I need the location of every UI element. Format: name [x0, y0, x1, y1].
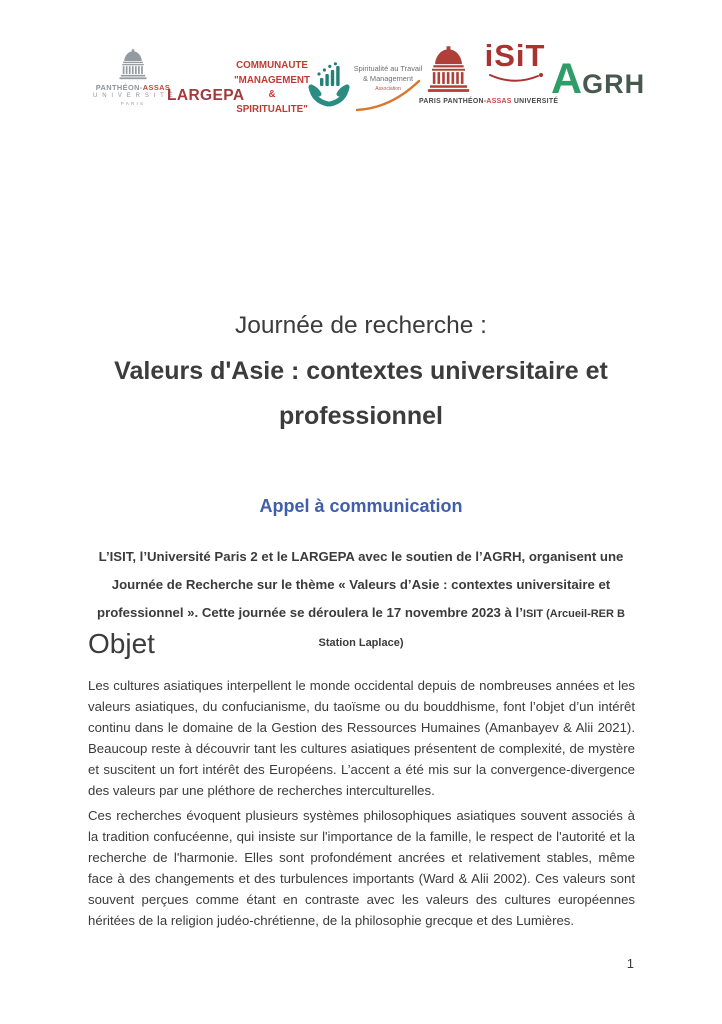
pantheon-caption-red: ASSAS	[486, 98, 512, 105]
document-title-line2: Valeurs d'Asie : contextes universitaire et	[114, 357, 608, 385]
agrh-logo	[551, 55, 646, 103]
communaute-line3: SPIRITUALITE"	[236, 103, 308, 115]
assas-name-gray: PANTHÉON-	[95, 83, 143, 92]
isit-logo	[483, 40, 547, 86]
document-title-line1: Journée de recherche :	[235, 312, 487, 339]
communaute-line1: COMMUNAUTE	[236, 60, 308, 71]
assas-universite-label: U N I V E R S I T É	[93, 93, 175, 99]
assas-wordmark	[93, 83, 173, 92]
objet-paragraph-2: Ces recherches évoquent plusieurs systèmes philosophiques asiatiques souvent associés à la tradition confucéenne, qui insiste sur l'importance de la famille, le respect de l'autorité et la recherche de l'harmonie. Elles sont profondément ancrées et relativement stables, même face à des changements et des turbulences importants (Ward & Alii 2002). Ces valeurs sont souvent perçues comme étant en contraste avec les valeurs des cultures européennes héritées de la religion judéo-chrétienne, de la philosophie grecque et des Lumières.	[88, 808, 635, 928]
orange-swoosh-icon	[353, 78, 423, 112]
document-title-line3: professionnel	[279, 402, 443, 430]
agrh-letter-a: A	[551, 55, 583, 103]
intro-location: ISIT (Arcueil-RER B Station Laplace)	[318, 608, 625, 649]
red-dome-icon	[421, 46, 476, 96]
communaute-management-spiritualite-logo	[231, 59, 313, 117]
section-heading-objet: Objet	[88, 628, 155, 659]
objet-paragraph-1: Les cultures asiatiques interpellent le monde occidental depuis de nombreuses années et les valeurs asiatiques, du confucianisme, du taoïsme ou du bouddhisme, font l’objet d’un intérêt continu dans le domaine de la Gestion des Ressources Humaines (Amanbayev & Alii 2021). Beaucoup reste à découvrir tant les cultures asiatiques présentent de complexité, de mystère et suscitent un fort intérêt des Européens. L’accent a été mis sur la convergence-divergence des valeurs par une pléthore de recherches interculturelles.	[88, 678, 635, 798]
spirit-association-label: Association	[375, 86, 401, 92]
isit-wordmark: iSiT	[484, 38, 546, 73]
pantheon-assas-university-logo	[93, 49, 173, 106]
spiritualite-association-icon	[307, 62, 351, 115]
pantheon-caption	[419, 98, 559, 105]
call-for-papers-heading: Appel à communication	[259, 496, 463, 516]
hands-chart-icon	[307, 62, 351, 110]
intro-text-part1: L’ISIT, l’Université Paris 2 et le LARGEPA avec le soutien de l’AGRH, organisent une Journée de Recherche sur le thème « Valeurs d’Asie : contextes universitaire et professionnel ». Cette journée se déroulera le	[97, 549, 624, 620]
spirit-line2: & Management	[362, 73, 414, 83]
gray-dome-icon	[115, 49, 151, 82]
isit-arc-icon	[486, 72, 544, 86]
intro-paragraph	[81, 543, 641, 657]
page-number: 1	[626, 956, 634, 971]
intro-date: 17 novembre	[386, 605, 468, 620]
assas-paris-label: PARIS	[120, 100, 146, 106]
agrh-letters-grh: GRH	[582, 69, 646, 99]
spirit-line1: Spiritualité au Travail	[353, 64, 423, 73]
intro-text-part2: 2023 à l’	[467, 605, 523, 620]
pantheon-caption-pre: PARIS PANTHÉON-	[419, 98, 487, 105]
assas-name-red: ASSAS	[142, 83, 171, 92]
largepa-logo: LARGEPA	[167, 87, 245, 104]
communaute-line2: "MANAGEMENT &	[234, 74, 310, 100]
pantheon-caption-post: UNIVERSITÉ	[511, 98, 559, 105]
